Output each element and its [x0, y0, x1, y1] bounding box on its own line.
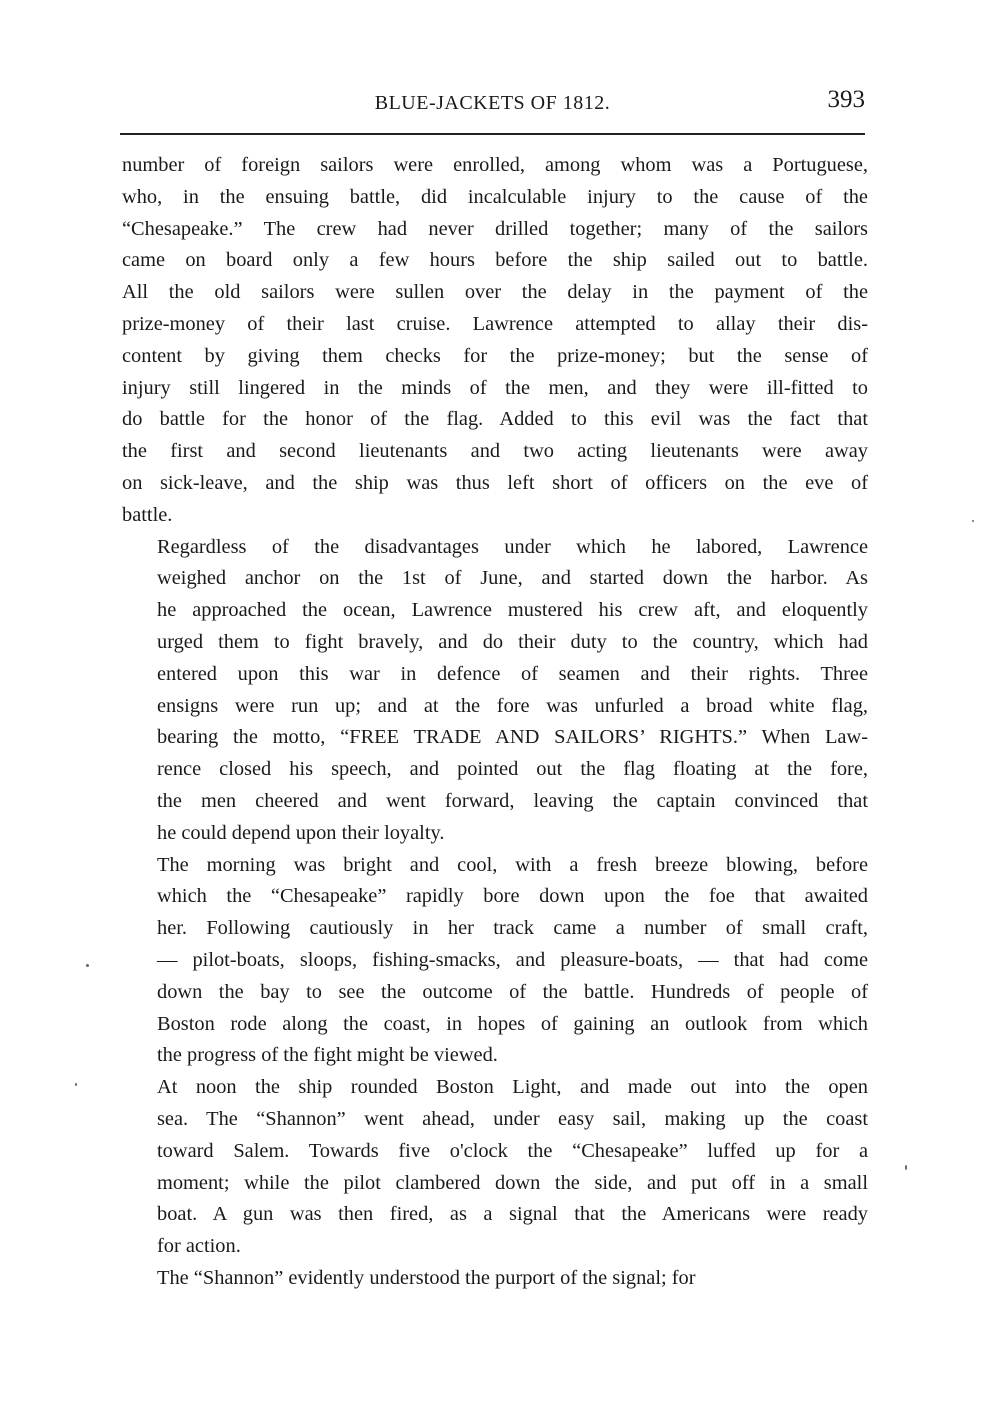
text-line: her. Following cautiously in her track came a number of small craft, [157, 917, 868, 940]
text-line: entered upon this war in defence of seamen and their rights. Three [157, 662, 868, 685]
text-line: the men cheered and went forward, leaving the captain convinced that [157, 789, 868, 812]
text-line: who, in the ensuing battle, did incalculable injury to the cause of the [122, 185, 868, 208]
text-line: Regardless of the disadvantages under which he labored, Lawrence [157, 535, 868, 558]
print-speck [972, 520, 974, 522]
paragraph [122, 150, 868, 532]
text-line: moment; while the pilot clambered down the side, and put off in a small [157, 1171, 868, 1194]
text-line: All the old sailors were sullen over the delay in the payment of the [122, 281, 868, 304]
text-line: Boston rode along the coast, in hopes of gaining an outlook from which [157, 1012, 868, 1035]
paragraph [122, 1072, 868, 1263]
running-head: BLUE-JACKETS OF 1812. [374, 92, 611, 114]
paragraph [122, 1263, 868, 1295]
page-number: 393 [827, 86, 865, 113]
text-line: the progress of the fight might be viewed. [157, 1044, 498, 1067]
text-line: rence closed his speech, and pointed out the flag floating at the fore, [157, 758, 868, 781]
text-line: he approached the ocean, Lawrence mustered his crew aft, and eloquently [157, 599, 868, 622]
text-line: he could depend upon their loyalty. [157, 821, 445, 844]
text-line: for action. [157, 1235, 241, 1258]
text-line: sea. The “Shannon” went ahead, under easy sail, making up the coast [157, 1107, 868, 1130]
text-line: do battle for the honor of the flag. Added to this evil was the fact that [122, 408, 868, 431]
text-line: content by giving them checks for the prize-money; but the sense of [122, 344, 868, 367]
text-line: The “Shannon” evidently understood the purport of the signal; for [157, 1266, 696, 1289]
text-line: toward Salem. Towards five o'clock the “Chesapeake” luffed up for a [157, 1139, 868, 1162]
body-text [122, 150, 868, 1295]
text-line: The morning was bright and cool, with a fresh breeze blowing, before [157, 853, 868, 876]
text-line: battle. [122, 503, 173, 526]
paragraph [122, 850, 868, 1073]
print-speck [905, 1165, 907, 1170]
text-line: — pilot-boats, sloops, fishing-smacks, and pleasure-boats, — that had come [157, 948, 868, 971]
print-speck [86, 964, 89, 967]
text-line: boat. A gun was then fired, as a signal that the Americans were ready [157, 1203, 868, 1226]
text-line: weighed anchor on the 1st of June, and started down the harbor. As [157, 567, 868, 590]
text-line: urged them to fight bravely, and do their duty to the country, which had [157, 630, 868, 653]
text-line: the first and second lieutenants and two acting lieutenants were away [122, 440, 868, 463]
header-rule [120, 133, 865, 135]
text-line: number of foreign sailors were enrolled, among whom was a Portuguese, [122, 154, 868, 176]
text-line: prize-money of their last cruise. Lawrence attempted to allay their dis- [122, 312, 868, 335]
paragraph [122, 532, 868, 850]
text-line: At noon the ship rounded Boston Light, and made out into the open [157, 1076, 868, 1099]
print-speck [75, 1083, 77, 1086]
text-line: ensigns were run up; and at the fore was unfurled a broad white flag, [157, 694, 868, 717]
text-line: “Chesapeake.” The crew had never drilled together; many of the sailors [122, 217, 868, 240]
text-line: injury still lingered in the minds of the men, and they were ill-fitted to [122, 376, 868, 399]
text-line: bearing the motto, “FREE TRADE AND SAILORS’ RIGHTS.” When Law- [157, 726, 868, 749]
text-line: down the bay to see the outcome of the battle. Hundreds of people of [157, 980, 868, 1003]
text-line: came on board only a few hours before the ship sailed out to battle. [122, 249, 868, 272]
page-header [120, 86, 865, 126]
text-line: which the “Chesapeake” rapidly bore down upon the foe that awaited [157, 885, 868, 908]
text-line: on sick-leave, and the ship was thus left short of officers on the eve of [122, 471, 868, 494]
